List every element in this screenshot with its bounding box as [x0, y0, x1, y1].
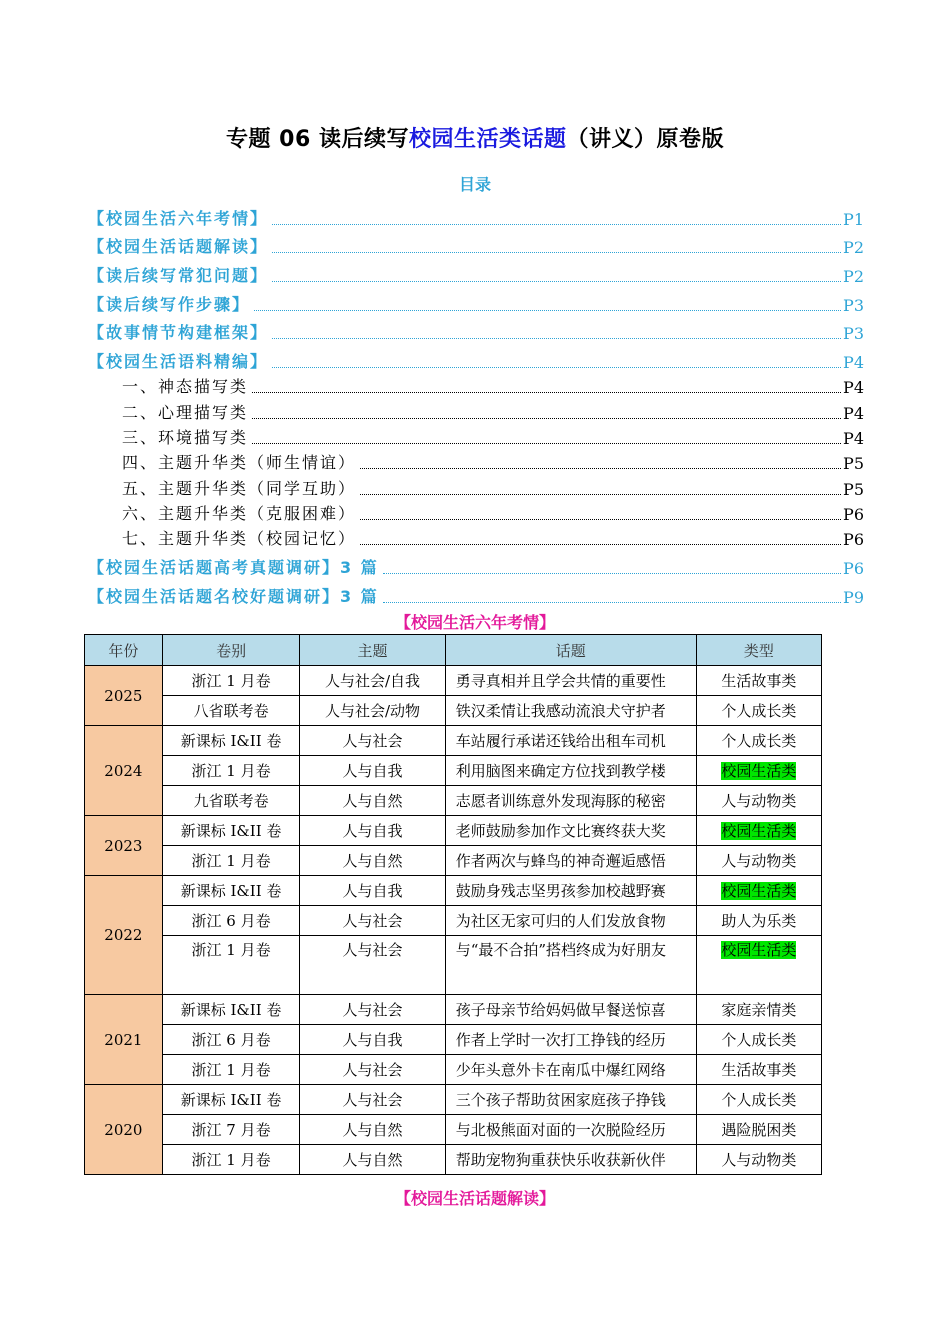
title-highlight: 校园生活类话题 [408, 127, 567, 152]
year-cell: 2024 [85, 726, 163, 816]
toc-entry[interactable] [88, 549, 864, 578]
table-header-cell: 类型 [696, 635, 821, 666]
toc-entry-page: P4 [843, 429, 864, 449]
toc-leader [252, 443, 841, 444]
table-header-cell: 话题 [445, 635, 696, 666]
paper-cell: 九省联考卷 [162, 786, 300, 816]
topic-cell: 孩子母亲节给妈妈做早餐送惊喜 [445, 995, 696, 1025]
table-row [85, 876, 822, 906]
type-highlight: 校园生活类 [721, 822, 797, 840]
toc-entry-label: 三、环境描写类 [122, 428, 249, 448]
topic-cell: 铁汉柔情让我感动流浪犬守护者 [445, 696, 696, 726]
toc-leader [272, 252, 841, 253]
toc-entry-page: P6 [843, 504, 864, 524]
toc-leader [272, 224, 841, 225]
table-header-cell: 年份 [85, 635, 163, 666]
toc-entry-page: P4 [843, 353, 864, 373]
paper-cell: 浙江 1 月卷 [162, 1055, 300, 1085]
topic-cell: 作者上学时一次打工挣钱的经历 [445, 1025, 696, 1055]
theme-cell: 人与自我 [300, 756, 445, 786]
type-cell: 人与动物类 [696, 786, 821, 816]
type-cell: 人与动物类 [696, 846, 821, 876]
toc-leader [254, 310, 841, 311]
toc-entry[interactable] [88, 499, 864, 524]
table-row [85, 906, 822, 936]
theme-cell: 人与社会/动物 [300, 696, 445, 726]
toc-leader [272, 281, 841, 282]
toc-entry-page: P5 [843, 479, 864, 499]
type-cell [696, 876, 821, 906]
toc-entry-label: 六、主题升华类（克服困难） [122, 503, 357, 523]
toc-entry[interactable] [88, 423, 864, 448]
toc-entry[interactable] [88, 200, 864, 229]
year-cell: 2020 [85, 1085, 163, 1175]
type-cell: 家庭亲情类 [696, 995, 821, 1025]
paper-cell: 浙江 7 月卷 [162, 1115, 300, 1145]
table-row [85, 1085, 822, 1115]
theme-cell: 人与自我 [300, 876, 445, 906]
theme-cell: 人与自然 [300, 786, 445, 816]
toc-leader [383, 573, 841, 574]
paper-cell: 浙江 1 月卷 [162, 666, 300, 696]
table-header-cell: 卷别 [162, 635, 300, 666]
table-of-contents [88, 200, 864, 607]
type-cell [696, 936, 821, 995]
theme-cell: 人与社会 [300, 1085, 445, 1115]
table-row [85, 1055, 822, 1085]
paper-cell: 浙江 1 月卷 [162, 846, 300, 876]
toc-entry[interactable] [88, 343, 864, 372]
table-row [85, 696, 822, 726]
toc-leader [252, 418, 841, 419]
topic-cell: 与北极熊面对面的一次脱险经历 [445, 1115, 696, 1145]
paper-cell: 八省联考卷 [162, 696, 300, 726]
toc-heading: 目录 [458, 175, 491, 194]
topic-cell: 少年头意外卡在南瓜中爆红网络 [445, 1055, 696, 1085]
toc-entry-page: P2 [843, 267, 864, 287]
paper-cell: 浙江 6 月卷 [162, 1025, 300, 1055]
table-row [85, 816, 822, 846]
year-cell: 2025 [85, 666, 163, 726]
type-cell: 生活故事类 [696, 1055, 821, 1085]
toc-entry-label: 【校园生活语料精编】 [88, 352, 269, 372]
toc-entry-page: P9 [843, 587, 864, 607]
table-row [85, 1115, 822, 1145]
type-cell: 个人成长类 [696, 1085, 821, 1115]
theme-cell: 人与自我 [300, 816, 445, 846]
type-cell: 个人成长类 [696, 1025, 821, 1055]
type-highlight: 校园生活类 [721, 762, 797, 780]
type-cell: 生活故事类 [696, 666, 821, 696]
theme-cell: 人与社会 [300, 906, 445, 936]
topic-cell: 帮助宠物狗重获快乐收获新伙伴 [445, 1145, 696, 1175]
toc-entry-label: 七、主题升华类（校园记忆） [122, 529, 357, 549]
type-cell [696, 816, 821, 846]
table-row [85, 726, 822, 756]
toc-entry[interactable] [88, 578, 864, 607]
table-row [85, 1025, 822, 1055]
toc-entry-page: P3 [843, 324, 864, 344]
topic-cell: 志愿者训练意外发现海豚的秘密 [445, 786, 696, 816]
table-header-row [85, 635, 822, 666]
topic-cell: 为社区无家可归的人们发放食物 [445, 906, 696, 936]
toc-entry[interactable] [88, 473, 864, 498]
toc-leader [360, 519, 841, 520]
title-suffix: （讲义）原卷版 [566, 127, 724, 152]
year-cell: 2022 [85, 876, 163, 995]
type-cell: 个人成长类 [696, 726, 821, 756]
toc-entry-page: P4 [843, 403, 864, 423]
toc-entry-label: 四、主题升华类（师生情谊） [122, 453, 357, 473]
type-cell: 遇险脱困类 [696, 1115, 821, 1145]
toc-leader [272, 338, 841, 339]
paper-cell: 新课标 I&II 卷 [162, 876, 300, 906]
paper-cell: 浙江 6 月卷 [162, 906, 300, 936]
type-highlight: 校园生活类 [721, 882, 797, 900]
table-row [85, 666, 822, 696]
table-row [85, 1145, 822, 1175]
table-row [85, 846, 822, 876]
toc-entry-page: P6 [843, 530, 864, 550]
theme-cell: 人与自然 [300, 1115, 445, 1145]
theme-cell: 人与自然 [300, 846, 445, 876]
type-cell: 人与动物类 [696, 1145, 821, 1175]
type-cell: 助人为乐类 [696, 906, 821, 936]
toc-entry-label: 【读后续写作步骤】 [88, 294, 251, 314]
toc-entry-page: P3 [843, 295, 864, 315]
paper-cell: 新课标 I&II 卷 [162, 995, 300, 1025]
toc-entry-label: 一、神态描写类 [122, 377, 249, 397]
toc-entry-page: P2 [843, 238, 864, 258]
section-title-exam-overview: 【校园生活六年考情】 [394, 613, 555, 632]
toc-entry-label: 二、心理描写类 [122, 402, 249, 422]
toc-entry-page: P6 [843, 558, 864, 578]
paper-cell: 新课标 I&II 卷 [162, 1085, 300, 1115]
toc-entry-label: 【校园生活话题高考真题调研】3 篇 [88, 557, 379, 577]
topic-cell: 与“最不合拍”搭档终成为好朋友 [445, 936, 696, 995]
table-row [85, 936, 822, 995]
toc-entry[interactable] [88, 229, 864, 258]
theme-cell: 人与社会/自我 [300, 666, 445, 696]
table-row [85, 756, 822, 786]
section-title-topic-reading: 【校园生活话题解读】 [394, 1189, 555, 1208]
theme-cell: 人与社会 [300, 1055, 445, 1085]
theme-cell: 人与自然 [300, 1145, 445, 1175]
topic-cell: 老师鼓励参加作文比赛终获大奖 [445, 816, 696, 846]
toc-entry-page: P1 [843, 209, 864, 229]
theme-cell: 人与社会 [300, 726, 445, 756]
toc-entry-label: 【校园生活话题解读】 [88, 237, 269, 257]
toc-leader [252, 392, 841, 393]
toc-entry[interactable] [88, 397, 864, 422]
type-cell: 个人成长类 [696, 696, 821, 726]
paper-cell: 浙江 1 月卷 [162, 936, 300, 995]
topic-cell: 作者两次与蜂鸟的神奇邂逅感悟 [445, 846, 696, 876]
toc-leader [360, 544, 841, 545]
toc-entry[interactable] [88, 372, 864, 397]
table-header-cell: 主题 [300, 635, 445, 666]
type-highlight: 校园生活类 [721, 941, 797, 959]
paper-cell: 浙江 1 月卷 [162, 756, 300, 786]
toc-entry-label: 【校园生活六年考情】 [88, 208, 269, 228]
title-prefix: 专题 06 读后续写 [226, 127, 409, 152]
type-cell [696, 756, 821, 786]
topic-cell: 车站履行承诺还钱给出租车司机 [445, 726, 696, 756]
toc-entry-label: 【校园生活话题名校好题调研】3 篇 [88, 586, 379, 606]
toc-entry[interactable] [88, 448, 864, 473]
topic-cell: 鼓励身残志坚男孩参加校越野赛 [445, 876, 696, 906]
toc-entry-page: P5 [843, 454, 864, 474]
toc-entry[interactable] [88, 286, 864, 315]
topic-cell: 勇寻真相并且学会共情的重要性 [445, 666, 696, 696]
exam-table [84, 634, 822, 1175]
paper-cell: 浙江 1 月卷 [162, 1145, 300, 1175]
theme-cell: 人与自我 [300, 1025, 445, 1055]
year-cell: 2023 [85, 816, 163, 876]
toc-entry[interactable] [88, 524, 864, 549]
paper-cell: 新课标 I&II 卷 [162, 726, 300, 756]
toc-entry[interactable] [88, 315, 864, 344]
topic-cell: 三个孩子帮助贫困家庭孩子挣钱 [445, 1085, 696, 1115]
toc-entry[interactable] [88, 257, 864, 286]
toc-entry-label: 【读后续写常犯问题】 [88, 266, 269, 286]
theme-cell: 人与社会 [300, 936, 445, 995]
toc-leader [272, 367, 841, 368]
theme-cell: 人与社会 [300, 995, 445, 1025]
year-cell: 2021 [85, 995, 163, 1085]
page-title [0, 122, 950, 153]
toc-entry-label: 【故事情节构建框架】 [88, 323, 269, 343]
toc-leader [360, 494, 841, 495]
table-row [85, 995, 822, 1025]
table-row [85, 786, 822, 816]
topic-cell: 利用脑图来确定方位找到教学楼 [445, 756, 696, 786]
toc-leader [360, 468, 841, 469]
toc-entry-label: 五、主题升华类（同学互助） [122, 478, 357, 498]
paper-cell: 新课标 I&II 卷 [162, 816, 300, 846]
toc-leader [383, 602, 841, 603]
toc-entry-page: P4 [843, 378, 864, 398]
